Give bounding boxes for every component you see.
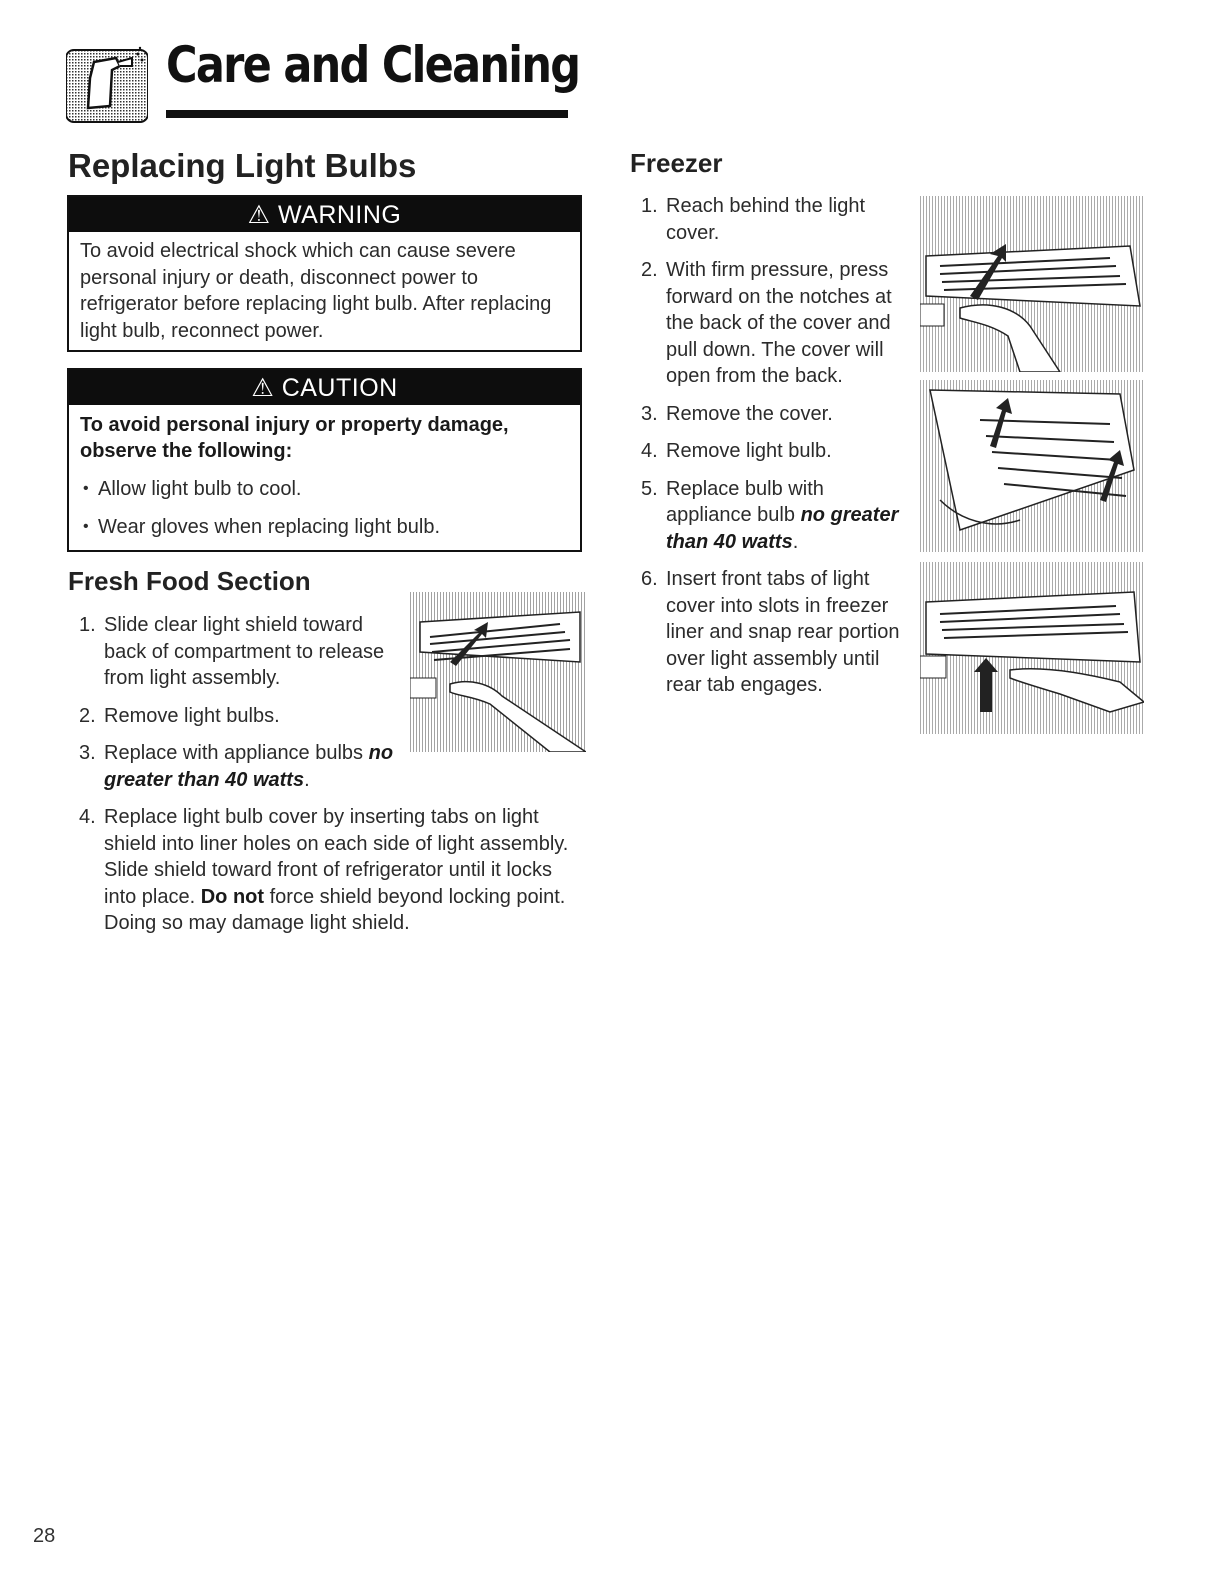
- caution-label: CAUTION: [281, 374, 398, 402]
- warning-triangle-icon: ⚠: [247, 201, 271, 229]
- list-item: 3. Replace with appliance bulbs no greater than 40 watts.: [79, 742, 394, 791]
- list-item: • Allow light bulb to cool.: [80, 476, 570, 502]
- list-item: • Wear gloves when replacing light bulb.: [80, 514, 570, 540]
- caution-triangle-icon: ⚠: [251, 374, 275, 402]
- caution-header: [69, 370, 580, 405]
- warning-label: WARNING: [277, 201, 402, 229]
- section-heading-replacing-light-bulbs: Replacing Light Bulbs: [68, 147, 417, 184]
- list-item: 1. Slide clear light shield toward back of compartment to release from light assembly.: [79, 614, 385, 689]
- warning-box: [67, 195, 582, 352]
- freezer-steps: [630, 193, 912, 710]
- fresh-food-steps: [68, 612, 588, 948]
- list-item: 4. Replace light bulb cover by inserting tabs on light shield into liner holes on each side of light assembly. Slide shield toward front of refrigerator until it locks into place. Do not force shield beyond locking point. Doing so may damage light shield.: [79, 806, 569, 934]
- caution-list: [80, 476, 570, 540]
- caution-box: [67, 368, 582, 552]
- freezer-cover-remove-illustration: [920, 380, 1144, 552]
- list-item: 3. Remove the cover.: [641, 402, 833, 425]
- title-underline: [166, 110, 568, 118]
- freezer-cover-press-illustration: [920, 196, 1144, 372]
- list-item: 6. Insert front tabs of light cover into slots in freezer liner and snap rear portion over light assembly until rear tab engages.: [641, 568, 900, 696]
- list-item: 2. With firm pressure, press forward on the notches at the back of the cover and pull down. The cover will open from the back.: [641, 259, 892, 387]
- section-heading-freezer: Freezer: [630, 148, 723, 178]
- list-item: 2. Remove light bulbs.: [79, 704, 280, 727]
- warning-header: [69, 197, 580, 232]
- spray-bottle-icon: [66, 44, 148, 124]
- list-item: 4. Remove light bulb.: [641, 440, 832, 462]
- wattage-limit: no greater than 40 watts: [666, 504, 899, 553]
- section-heading-fresh-food: Fresh Food Section: [68, 566, 311, 596]
- freezer-cover-install-illustration: [920, 562, 1144, 734]
- page-number: 28: [33, 1525, 56, 1547]
- wattage-limit: no greater than 40 watts: [104, 742, 394, 791]
- list-item: 1. Reach behind the light cover.: [641, 195, 866, 244]
- warning-text: To avoid electrical shock which can cause severe personal injury or death, disconnect power to refrigerator before replacing light bulb. After replacing light bulb, reconnect power.: [80, 240, 552, 342]
- caution-intro: To avoid personal injury or property damage, observe the following:: [80, 414, 509, 462]
- list-item: 5. Replace bulb with appliance bulb no greater than 40 watts.: [641, 477, 899, 553]
- page-title: Care and Cleaning: [166, 36, 580, 94]
